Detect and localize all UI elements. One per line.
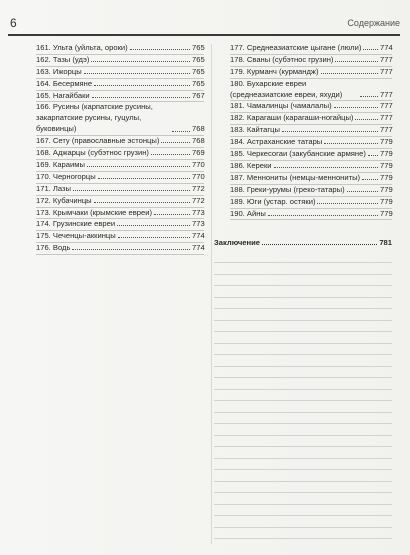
toc-entry[interactable] [230,55,392,67]
toc-entry[interactable] [36,55,204,67]
toc-entry-page: 765 [192,43,205,52]
toc-entry-page: 768 [192,136,205,146]
toc-entry-title: 175. Чеченцы-аккинцы [36,231,116,241]
toc-entry-title: 181. Чамалинцы (чамалалы) [230,101,332,111]
leader-dots [347,185,378,192]
ruled-line [214,492,392,493]
ruled-line [214,538,392,539]
toc-entry[interactable] [36,196,204,208]
ruled-line [214,446,392,447]
toc-entry-title: 172. Кубачинцы [36,195,92,205]
toc-entry-page: 772 [192,195,205,205]
toc-entry-page: 773 [192,207,205,217]
ruled-line [214,297,392,298]
toc-entry-title: 173. Крымчаки (крымские евреи) [36,207,152,217]
toc-entry[interactable] [36,160,204,172]
toc-entry[interactable] [36,172,204,184]
toc-entry-title: 185. Черкесогаи (закубанские армяне) [230,149,366,159]
toc-entry-page: 770 [192,171,205,181]
leader-dots [360,90,378,97]
ruled-line [214,527,392,528]
leader-dots [94,196,190,203]
leader-dots [321,67,379,74]
toc-entry-page: 777 [380,66,393,76]
toc-entry-title: 189. Юги (устар. остяки) [230,196,316,206]
toc-entry-title: 184. Астраханские татары [230,137,323,147]
toc-entry[interactable] [36,79,204,91]
leader-dots [118,231,190,238]
leader-dots [172,125,190,132]
leader-dots [72,243,190,250]
toc-entry[interactable] [230,125,392,137]
toc-entry[interactable] [36,208,204,220]
leader-dots [363,43,378,50]
toc-entry-conclusion[interactable] [214,238,392,250]
leader-dots [262,238,377,245]
leader-dots [317,197,378,204]
toc-entry[interactable] [230,149,392,161]
toc-entry-title: 177. Среднеазиатские цыгане (люли) [230,43,362,52]
leader-dots [362,173,378,180]
ruled-line [214,504,392,505]
toc-entry[interactable] [230,101,392,113]
toc-entry-page: 779 [380,149,393,159]
ruled-line [214,400,392,401]
toc-entry-title: 165. Нагайбаки [36,90,90,100]
leader-dots [130,43,190,50]
toc-entry[interactable] [230,161,392,173]
leader-dots [355,113,378,120]
page-header [8,12,400,34]
toc-entry[interactable] [230,113,392,125]
leader-dots [368,149,378,156]
toc-entry-title: 174. Грузинские евреи [36,219,116,229]
ruled-line [214,469,392,470]
toc-entry-page: 767 [192,90,205,100]
toc-entry[interactable] [36,136,204,148]
toc-entry-page: 777 [380,54,393,64]
toc-entry[interactable] [36,231,204,243]
ruled-line [214,515,392,516]
toc-entry-page: 768 [192,124,205,134]
toc-entry-page: 779 [380,172,393,182]
toc-entry-page: 779 [380,196,393,206]
toc-entry-title: 178. Сваны (субэтнос грузин) [230,54,334,64]
toc-entry-page: 779 [380,160,393,170]
toc-right-column [230,43,392,220]
toc-entry-page: 777 [380,113,393,123]
toc-entry[interactable] [230,197,392,209]
toc-entry-page: 769 [192,148,205,158]
ruled-line [214,412,392,413]
leader-dots [151,148,190,155]
toc-entry[interactable] [36,243,204,255]
toc-entry-title: 167. Сету (православные эстонцы) [36,136,160,146]
ruled-line [214,354,392,355]
leader-dots [87,160,190,167]
leader-dots [94,79,190,86]
toc-entry-title: 182. Карагаши (карагаши-ногайцы) [230,113,354,123]
toc-entry-title: 163. Ижорцы [36,66,82,76]
toc-entry[interactable] [230,43,392,55]
toc-entry-title: 169. Караимы [36,159,85,169]
leader-dots [268,209,378,216]
leader-dots [84,67,190,74]
leader-dots [274,161,378,168]
toc-entry-page: 774 [192,243,205,253]
leader-dots [154,208,190,215]
toc-entry-page: 777 [380,89,393,99]
toc-entry-page: 765 [192,66,205,76]
leader-dots [324,137,378,144]
leader-dots [335,55,378,62]
toc-left-column [36,43,204,255]
toc-entry[interactable] [230,79,392,102]
ruled-line [214,423,392,424]
toc-entry-page: 777 [380,101,393,111]
ruled-line [214,343,392,344]
toc-entry-page: 774 [380,43,393,52]
toc-entry-title: 176. Водь [36,243,71,253]
toc-entry-title: 161. Ульта (уйльта, ороки) [36,43,128,52]
toc-entry-title: 164. Бесермяне [36,78,93,88]
toc-entry-title: 166. Русины (карпатские русины, закарпатские русины, гуцулы, буковинцы) [36,102,153,134]
running-title: Содержание [347,18,400,28]
ruled-line [214,308,392,309]
toc-entry[interactable] [36,102,204,136]
leader-dots [92,91,190,98]
ruled-line [214,274,392,275]
toc-entry[interactable] [36,184,204,196]
leader-dots [91,55,190,62]
toc-entry-title: 171. Лазы [36,183,71,193]
leader-dots [117,219,190,226]
toc-entry[interactable] [36,148,204,160]
toc-entry-page: 773 [192,219,205,229]
toc-entry[interactable] [36,43,204,55]
toc-entry-page: 779 [380,208,393,218]
toc-entry[interactable] [36,219,204,231]
toc-entry-title: 180. Бухарские евреи (среднеазиатские евреи, яхуди) [230,78,343,99]
conclusion-page: 781 [379,238,392,247]
ruled-line [214,320,392,321]
toc-entry[interactable] [36,91,204,103]
toc-entry-title: 183. Кайтагцы [230,125,280,135]
ruled-line [214,435,392,436]
toc-entry-title: 168. Аджарцы (субэтнос грузин) [36,148,149,158]
toc-entry-title: 162. Тазы (удэ) [36,54,90,64]
toc-entry-page: 765 [192,78,205,88]
ruled-line [214,331,392,332]
toc-entry-page: 779 [380,137,393,147]
toc-entry-page: 774 [192,231,205,241]
toc-entry-title: 186. Кереки [230,160,272,170]
conclusion-title: Заключение [214,238,261,247]
ruled-line [214,262,392,263]
leader-dots [161,136,190,143]
toc-entry-page: 772 [192,183,205,193]
toc-entry-page: 770 [192,159,205,169]
toc-entry[interactable] [230,185,392,197]
toc-entry-page: 779 [380,184,393,194]
toc-entry[interactable] [230,67,392,79]
header-rule [8,34,400,36]
column-divider [211,44,212,544]
ruled-line [214,285,392,286]
ruled-line [214,377,392,378]
ruled-line [214,481,392,482]
ruled-line [214,458,392,459]
toc-entry-title: 179. Курманч (курмандж) [230,66,319,76]
ruled-line [214,366,392,367]
toc-entry-title: 187. Меннониты (немцы-меннониты) [230,172,361,182]
leader-dots [73,184,190,191]
toc-entry[interactable] [230,209,392,221]
leader-dots [282,125,378,132]
toc-entry-title: 190. Айны [230,208,266,218]
toc-entry[interactable] [230,137,392,149]
page-number: 6 [10,16,17,30]
toc-entry-page: 777 [380,125,393,135]
leader-dots [98,172,190,179]
toc-entry-page: 765 [192,54,205,64]
leader-dots [334,101,378,108]
toc-entry[interactable] [230,173,392,185]
ruled-line [214,389,392,390]
toc-entry-title: 170. Черногорцы [36,171,96,181]
toc-entry-title: 188. Греки-урумы (греко-татары) [230,184,345,194]
toc-entry[interactable] [36,67,204,79]
